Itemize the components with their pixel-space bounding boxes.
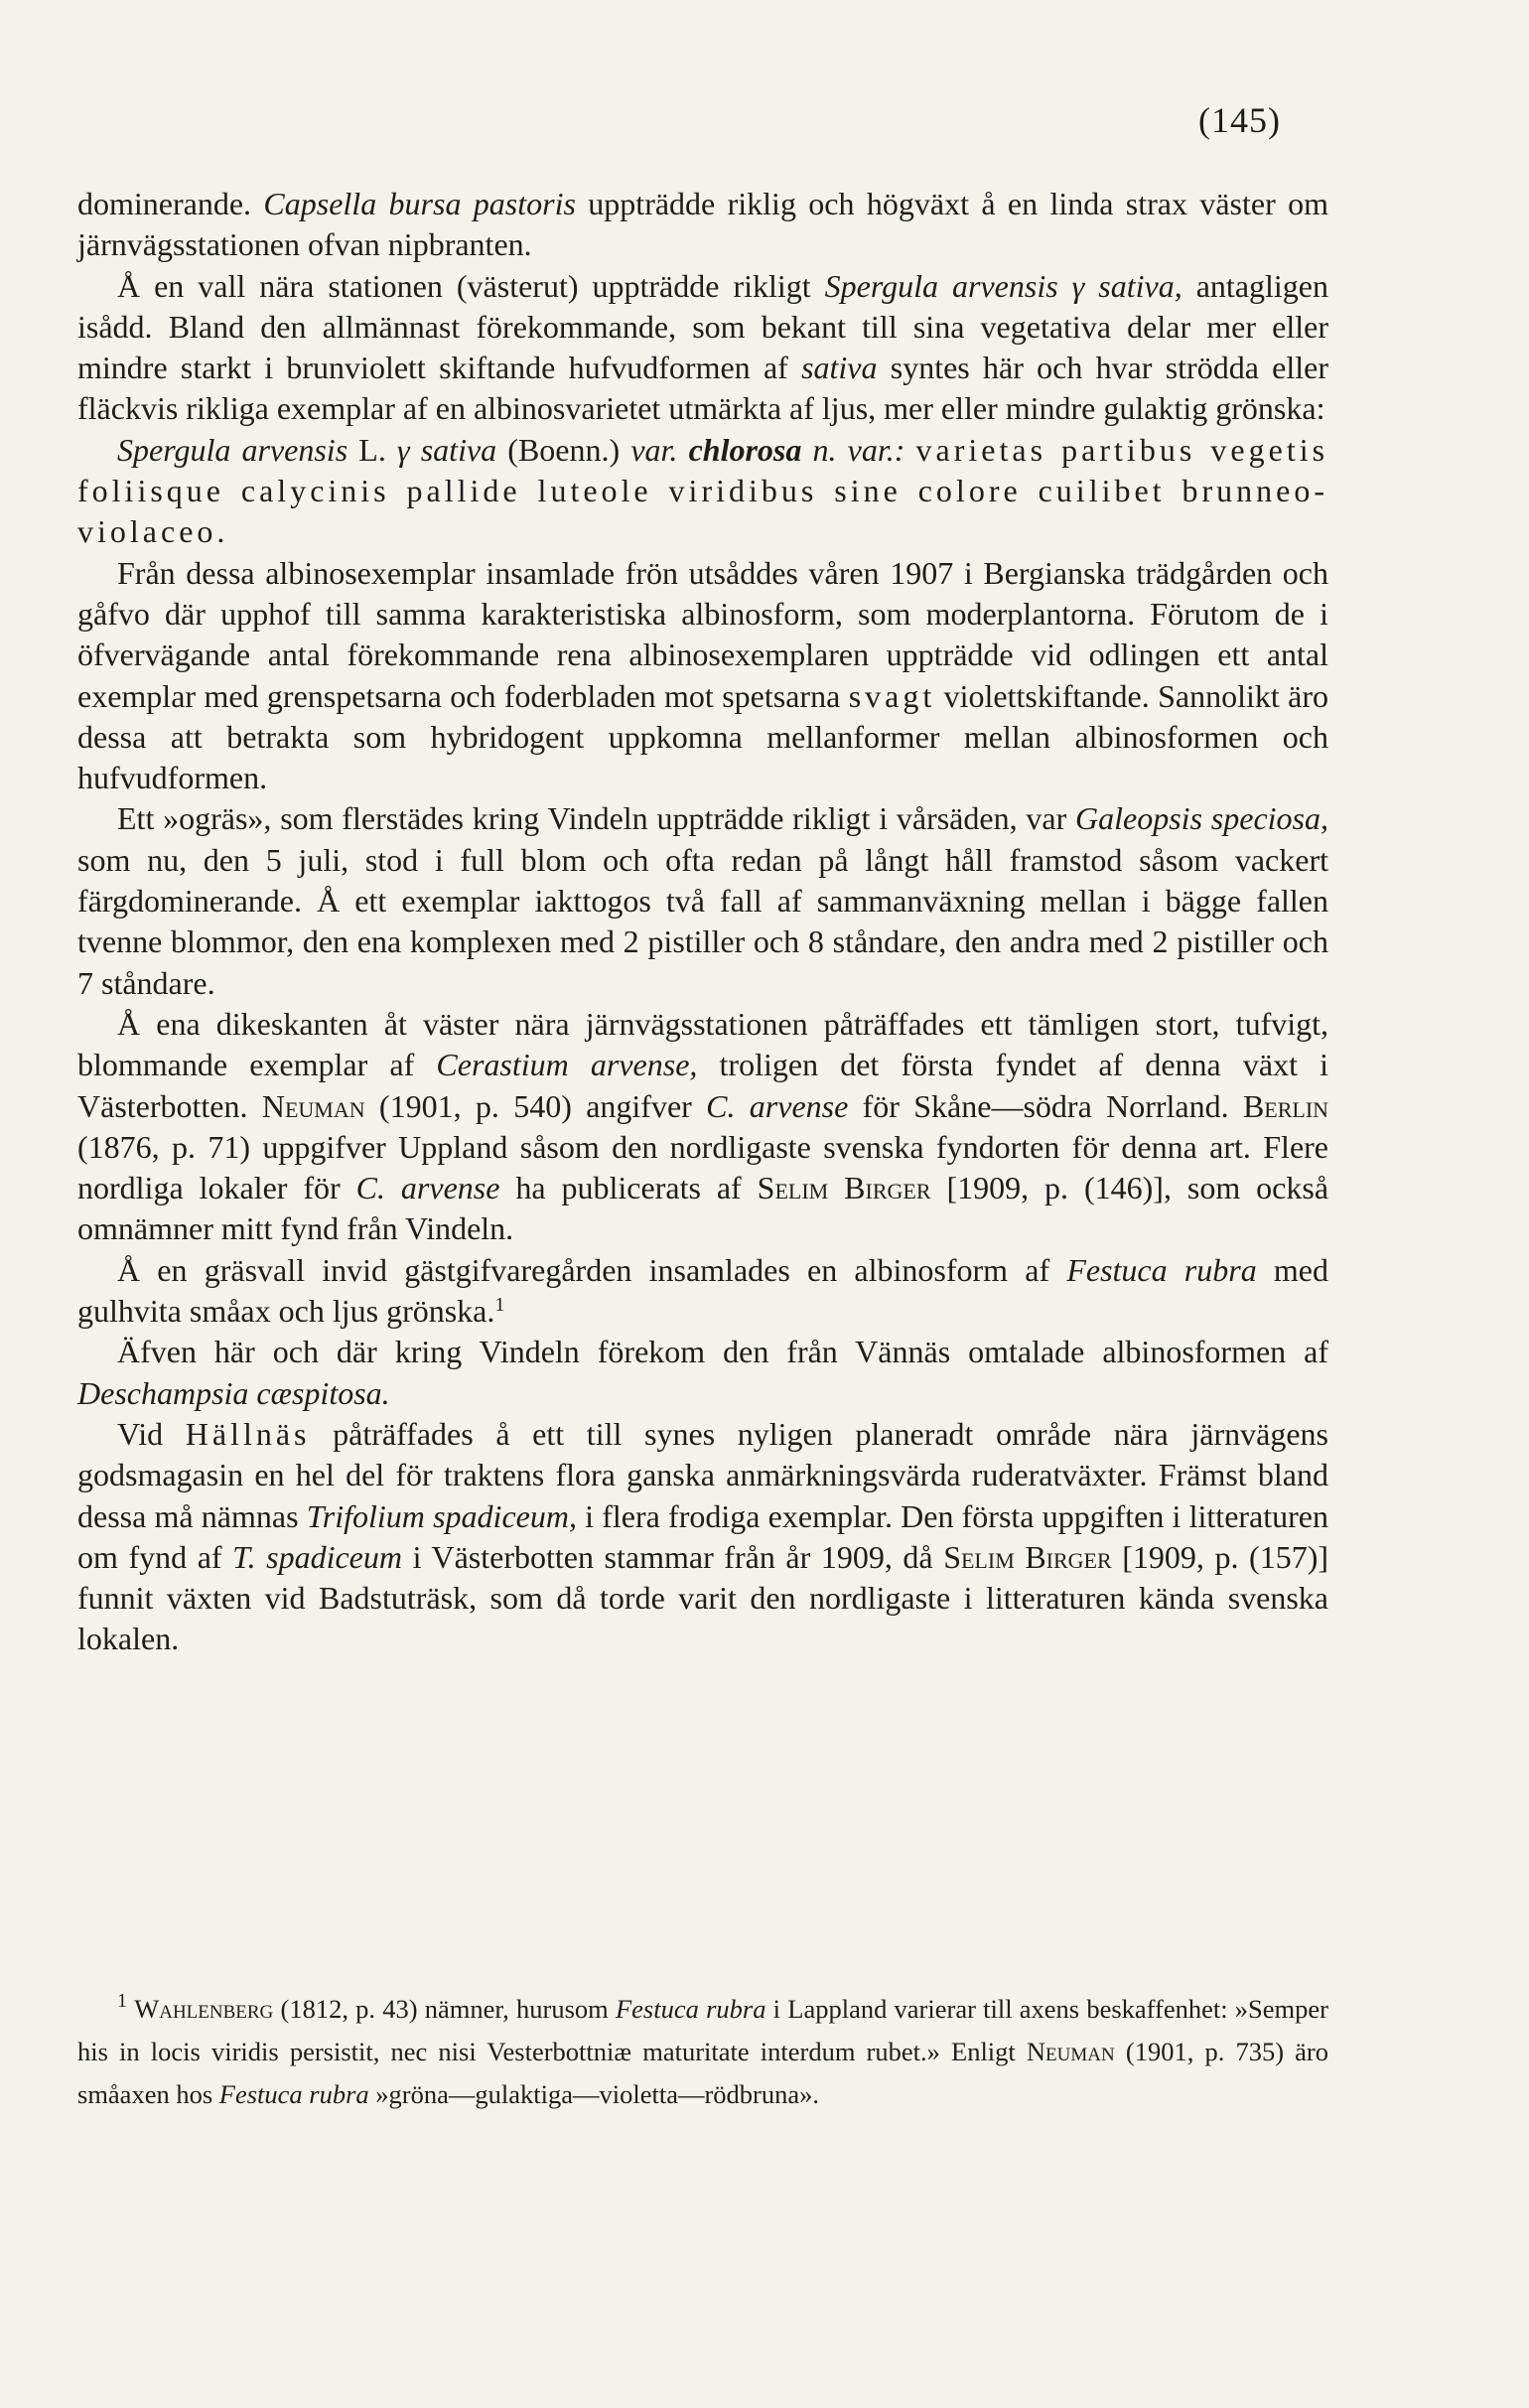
paragraph-festuca: Å en gräsvall invid gästgifvaregården insamlades en albinosform af Festuca rubra med gulhvita småax och ljus grönska.$^1$ <box>77 1251 1329 1330</box>
paragraph-capsella: dominerande. Capsella bursa pastoris uppträdde riklig och högväxt å en linda strax väster om järnvägsstationen ofvan nipbranten. <box>77 186 1329 263</box>
paragraph-cerastium: Å ena dikeskanten åt väster nära järnvägsstationen påträffades ett tämligen stort, tufvigt, blommande exemplar af Cerastium arvense, troligen det första fyndet af denna växt i Västerbotten. Neuman (1901, p. 540) angifver C. arvense för Skåne—södra Norrland. Berlin (1876, p. 71) uppgifver Uppland såsom den nordligaste svenska fyndorten för denna art. Flere nordliga lokaler för C. arvense ha publicerats af Selim Birger [1909, p. (146)], som också omnämner mitt fynd från Vindeln. <box>77 1005 1329 1247</box>
paragraph-cultivation: Från dessa albinosexemplar insamlade frön utsåddes våren 1907 i Bergianska trädgården och gåfvo där upphof till samma karakteristiska albinosform, som moderplantorna. Förutom de i öfvervägande antal förekommande rena albinosexemplaren uppträdde vid odlingen ett antal exemplar med grenspetsarna och foderbladen mot spetsarna svagt violettskiftande. Sannolikt äro dessa att betrakta som hybridogent uppkomna mellanformer mellan albinosformen och hufvudformen. <box>77 554 1329 796</box>
footnote-text: $^1$ Wahlenberg (1812, p. 43) nämner, hurusom Festuca rubra i Lappland varierar till axens beskaffenhet: »Semper his in locis viridis persistit, nec nisi Vesterbottniæ maturitate interdum rubet.» Enligt Neuman (1901, p. 735) äro småaxen hos Festuca rubra »gröna—gulaktiga—violetta—rödbruna». <box>77 1990 1329 2109</box>
paragraph-spergula: Å en vall nära stationen (västerut) uppträdde rikligt Spergula arvensis γ sativa, antagligen isådd. Bland den allmännast förekommande, som bekant till sina vegetativa delar mer eller mindre starkt i brunviolett skiftande hufvudformen af sativa syntes här och hvar strödda eller fläckvis rikliga exemplar af en albinosvarietet utmärkta af ljus, mer eller mindre gulaktig grönska: <box>77 267 1329 427</box>
paragraph-galeopsis: Ett »ogräs», som flerstädes kring Vindeln uppträdde rikligt i vårsäden, var Galeopsis speciosa, som nu, den 5 juli, stod i full blom och ofta redan på långt håll framstod såsom vackert färgdominerande. Å ett exemplar iakttogos två fall af sammanväxning mellan i bägge fallen tvenne blommor, den ena komplexen med 2 pistiller och 8 ståndare, den andra med 2 pistiller och 7 ståndare. <box>77 800 1329 1001</box>
footnote <box>77 1988 1328 2116</box>
paragraph-deschampsia: Äfven här och där kring Vindeln förekom den från Vännäs omtalade albinosformen af Deschampsia cæspitosa. <box>77 1334 1328 1411</box>
body-text <box>77 184 1328 1660</box>
page-number: (145) <box>1198 100 1281 140</box>
paragraph-hallnas: Vid Hällnäs påträffades å ett till synes nyligen planeradt område nära järnvägens godsmagasin en hel del för traktens flora ganska anmärkningsvärda ruderatväxter. Främst bland dessa må nämnas Trifolium spadiceum, i flera frodiga exemplar. Den första uppgiften i litteraturen om fynd af T. spadiceum i Västerbotten stammar från år 1909, då Selim Birger [1909, p. (157)] funnit växten vid Badstuträsk, som då torde varit den nordligaste i litteraturen kända svenska lokalen. <box>77 1415 1329 1657</box>
paragraph-spergula-diagnosis: Spergula arvensis L. γ sativa (Boenn.) var. chlorosa n. var.: varietas partibus vegetis foliisque calycinis pallide luteole viridibus sine colore cuilibet brunneo-violaceo. <box>77 431 1329 550</box>
